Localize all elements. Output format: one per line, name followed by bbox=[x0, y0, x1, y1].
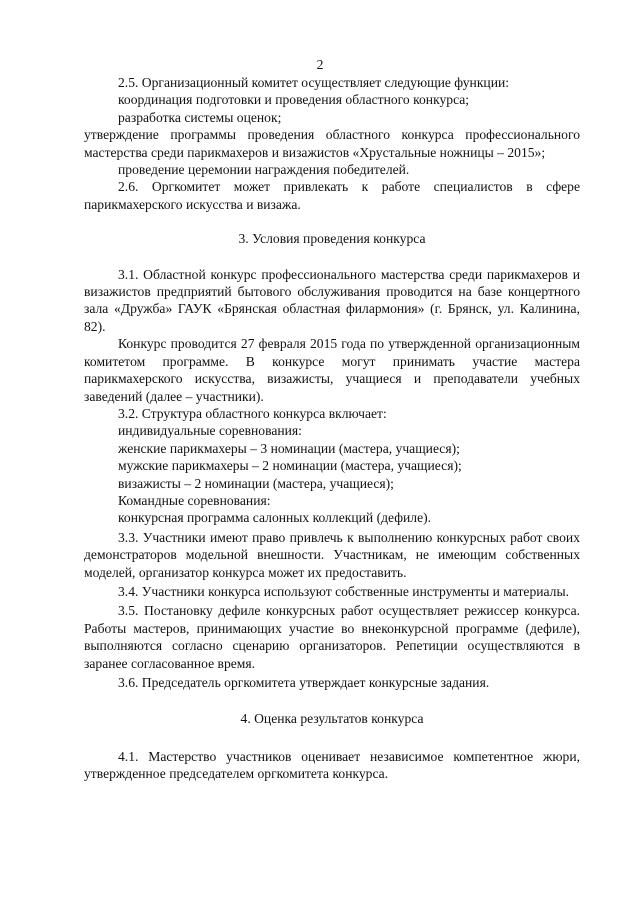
section-heading-4: 4. Оценка результатов конкурса bbox=[240, 711, 424, 727]
paragraph-2-5-item: координация подготовки и проведения областного конкурса; bbox=[118, 92, 470, 108]
paragraph-4-1: 4.1. Мастерство участников оценивает независимое компетентное жюри, утвержденное председателем оргкомитета конкурса. bbox=[84, 748, 580, 782]
paragraph-3-4: 3.4. Участники конкурса используют собственные инструменты и материалы. bbox=[118, 583, 569, 599]
page-number: 2 bbox=[316, 57, 324, 72]
paragraph-3-2-item: индивидуальные соревнования: bbox=[118, 423, 302, 439]
section-heading-3: 3. Условия проведения конкурса bbox=[238, 231, 426, 247]
paragraph-3-1-continued: Конкурс проводится 27 февраля 2015 года по утвержденной организационным комитетом программе. В конкурсе могут принимать участие мастера парикмахерского искусства, визажисты, учащиеся и преподаватели учебных заведений (далее – участники). bbox=[84, 336, 580, 404]
paragraph-2-5-item: разработка системы оценок; bbox=[118, 109, 282, 125]
paragraph-3-2-item: женские парикмахеры – 3 номинации (мастера, учащиеся); bbox=[118, 440, 460, 456]
paragraph-3-5: 3.5. Постановку дефиле конкурсных работ осуществляет режиссер конкурса. Работы мастеров, принимающих участие во внеконкурсной программе (дефиле), выполняются согласно сценарию организаторов. Репетиции осуществляются в заранее согласованное время. bbox=[84, 603, 580, 671]
paragraph-3-2: 3.2. Структура областного конкурса включает: bbox=[118, 405, 387, 421]
paragraph-3-2-item: мужские парикмахеры – 2 номинации (мастера, учащиеся); bbox=[118, 458, 462, 474]
paragraph-3-3: 3.3. Участники имеют право привлечь к выполнению конкурсных работ своих демонстраторов модельной внешности. Участникам, не имеющим собственных моделей, организатор конкурса может их предоставить. bbox=[84, 529, 580, 580]
paragraph-2-5: 2.5. Организационный комитет осуществляет следующие функции: bbox=[118, 75, 510, 90]
document-body bbox=[84, 74, 580, 783]
paragraph-3-6: 3.6. Председатель оргкомитета утверждает конкурсные задания. bbox=[118, 675, 490, 690]
paragraph-2-5-item: проведение церемонии награждения победителей. bbox=[118, 162, 410, 178]
paragraph-3-2-item: визажисты – 2 номинации (мастера, учащиеся); bbox=[118, 475, 394, 491]
paragraph-2-6: 2.6. Оргкомитет может привлекать к работе специалистов в сфере парикмахерского искусства и визажа. bbox=[84, 179, 580, 212]
paragraph-2-5-item: утверждение программы проведения областного конкурса профессионального мастерства среди парикмахеров и визажистов «Хрустальные ножницы – 2015»; bbox=[84, 127, 580, 160]
paragraph-3-2-item: Командные соревнования: bbox=[118, 492, 271, 508]
paragraph-3-1: 3.1. Областной конкурс профессионального мастерства среди парикмахеров и визажистов предприятий бытового обслуживания проводится на базе концертного зала «Дружба» ГАУК «Брянская областная филармония» (г. Брянск, ул. Калинина, 82). bbox=[84, 266, 580, 334]
paragraph-3-2-item: конкурсная программа салонных коллекций (дефиле). bbox=[118, 510, 432, 526]
